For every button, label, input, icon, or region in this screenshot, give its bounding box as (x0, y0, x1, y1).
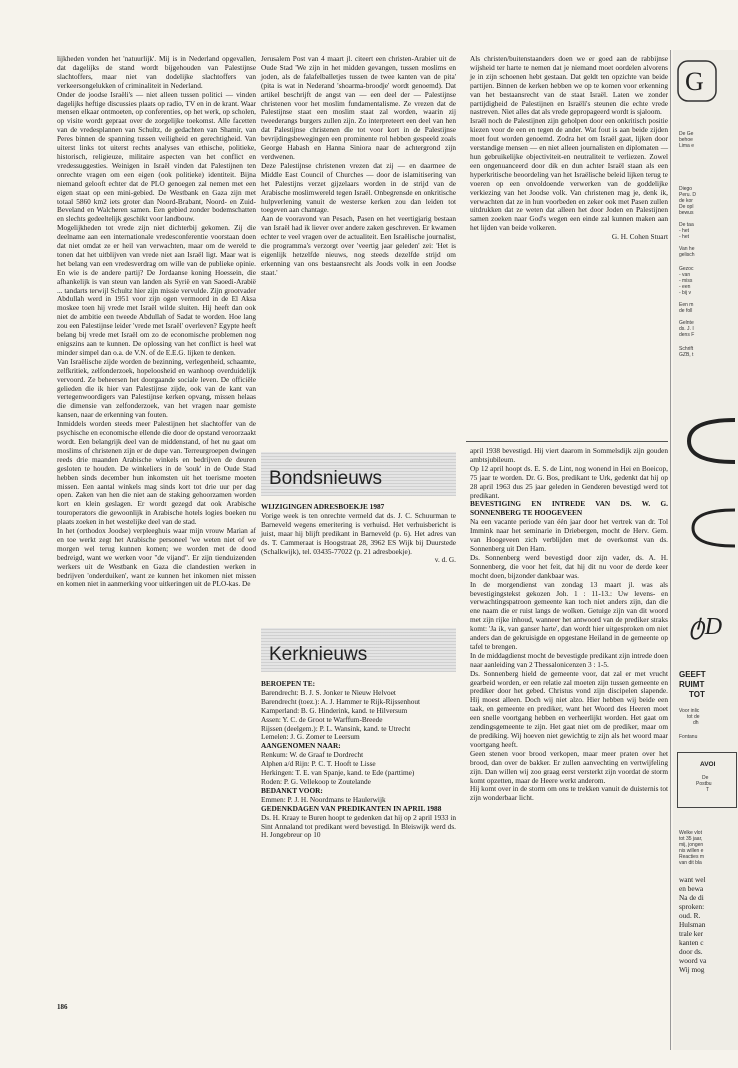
snippet: Schrift (679, 346, 694, 352)
list-item: Herkingen: T. E. van Spanje, kand. te Ede (parttime) (261, 768, 415, 778)
snippet: - het (679, 228, 690, 234)
snippet: de kor (679, 198, 693, 204)
paragraph: Mogelijkheden tot vrede zijn niet dichterbij gekomen. Zij die deelname aan een internationale vredesconferentie voorstaan doen dat niet omdat ze er heil van verwachten, maar om de wereld te tonen dat het uitblijven van vrede niet aan Israël ligt. Maar wat is het belang van een vredesverdrag om wille van de publieke opinie. En wie is de andere partij? De Jordaanse koning Hoessein, die afhankelijk is van steun van landen als Syrië en van Saoedi-Arabië ... tandarts terwijl Schultz hier zijn missie vervulde. Zijn grootvader Abdullah werd in 1951 voor zijn ogen vermoord in de El Aksa moskee toen hij vrede met Israël wilde sluiten. Hij heeft dan ook niet de ambitie een tweede Abdullah of Sadat te worden. Hoe lang zou een Palestijnse leider 'vrede met Israël' overleven? Egypte heeft belang bij vrede met Israël om zo de economische problemen nog enigszins aan te kunnen. De oplossing van het conflict is heel wat minder simpel dan o.a. de V.N. of de E.E.G. lijken te denken. (57, 223, 256, 357)
bondsnieuws-section (261, 503, 456, 565)
section-heading: BEDANKT VOOR: (261, 785, 323, 795)
paragraph: Van Israëlische zijde worden de bezinning, verlegenheid, schaamte, zelfkritiek, zelfonderzoek, hopeloosheid en wanhoop overduidelijk vervoord. Ze beheersen het doorgaande sociale leven. De officiële gelieden die ik hier van Palestijnse zijde, ook van de kant van vertegenwoordigers van Palestijnse kerken opvang, missen helaas die dimensie van zelfonderzoek, van het vragen naar gemiste kansen, naar de erkenning van fouten. (57, 356, 256, 420)
paragraph: Aan de vooravond van Pesach, Pasen en het veertigjarig bestaan van Israël had ik liever over andere zaken geschreven. Er kwamen echter te veel vragen over de actualiteit. Een Israëlische journalist, die programma's verzorgt over 'veertig jaar geleden' zei: 'Het is eigenlijk hetzelfde nieuws, nog steeds dezelfde strijd om erkenning van ons bestaansrecht als Joods volk in een Joodse staat.' (261, 214, 456, 277)
section-heading: GEDENKDAGEN VAN PREDIKANTEN IN APRIL 1988 (261, 803, 442, 813)
snippet: tot de (687, 714, 700, 720)
snippet: Van he (679, 246, 695, 252)
column-right (470, 55, 668, 242)
snippet: oud. R. (679, 911, 701, 920)
snippet: bewus (679, 210, 694, 216)
ad-heading: GEEFT (679, 670, 706, 679)
snippet: - bij v (679, 290, 691, 296)
snippet: woord va (679, 956, 707, 965)
logo-shape-icon (675, 416, 735, 466)
paragraph: april 1938 bevestigd. Hij viert daarom in Sommelsdijk zijn gouden ambtsjubileum. (470, 446, 668, 464)
kerknieuws-title: Kerknieuws (269, 644, 368, 665)
paragraph: Ds. H. Kraay te Buren hoopt te gedenken dat hij op 2 april 1933 in Sint Annaland tot predikant werd bevestigd. In Bleiswijk werd ds. H. Jongebreur op 10 (261, 812, 456, 840)
snippet: Wij mog (679, 965, 705, 974)
snippet: De Ge (679, 131, 694, 137)
paragraph: Hij komt over in de storm om ons te trekken vanuit de duisternis tot zijn wonderbaar licht. (470, 784, 668, 803)
snippet: T (706, 787, 710, 793)
snippet: - een (679, 284, 691, 290)
ad-heading: TOT (689, 690, 705, 699)
ad-heading: RUIMT (679, 680, 705, 689)
paragraph: Deze Palestijnse christenen vrezen dat zij — en daarmee de Middle East Council of Churches — door de islamitisering van het Palestijns verzet gijzelaars worden in de strijd van de Arabische moslimwereld tegen Israël. Onbegrensde en onkritische hulpverlening vanuit de westerse kerken zou dan leiden tot toegeven aan chantage. (261, 160, 456, 215)
snippet: en bewa (679, 884, 704, 893)
column-middle (261, 55, 456, 278)
bondsnieuws-title: Bondsnieuws (269, 468, 383, 489)
snippet: van dit bla (679, 860, 702, 866)
logo-shape-icon (675, 508, 735, 548)
section-divider (466, 441, 668, 442)
list-item: Alphen a/d Rijn: P. C. T. Hooft te Lisse (261, 759, 376, 769)
snippet: Reacties m (679, 854, 705, 860)
snippet: Fontanu (679, 734, 698, 740)
paragraph: Vorige week is ten onrechte vermeld dat ds. J. C. Schuurman te Barneveld wegens emeritering is verhuisd. Het verhuisbericht is juist, maar hij blijft predikant in Barneveld (p. 6). Het adres van ds. T. Cammeraat is Hoogstraat 28, 3962 ES Wijk bij Duurstede (Schalkwijk), tel. 03435-77022 (p. 21 adresboekje). (261, 510, 456, 556)
list-item: Barendrecht: B. J. S. Jonker te Nieuw Helvoet (261, 687, 396, 697)
snippet: door ds. (679, 947, 703, 956)
snippet: want wel (679, 875, 706, 884)
snippet: Een m (679, 302, 694, 308)
list-item: Assen: Y. C. de Groot te Warffum-Breede (261, 714, 383, 724)
list-item: Emmen: P. J. H. Noordmans te Haulerwijk (261, 794, 386, 804)
paragraph: Op 12 april hoopt ds. E. S. de Lint, nog wonend in Hei en Boeicop, 75 jaar te worden. Dr. G. Bos, predikant te Urk, gedenkt dat hij op 28 april 1963 dus 25 jaar geleden in Genderen bevestigd werd tot predikant. (470, 463, 668, 500)
snippet: Postbu (696, 781, 712, 787)
snippet: - miss (679, 278, 693, 284)
paragraph: Jerusalem Post van 4 maart jl. citeert een christen-Arabier uit de Oude Stad 'We zijn in het midden gevangen, tussen moslims en joden, als de falafelballetjes tussen de twee kanten van de pita' (pita is wat in Nederand 'shoarma-broodje' wordt genoemd). Dat artikel beschrijft de angst van — een deel der — Palestijnse christenen voor het moslim fundamentalisme. Ze vrezen dat de Palestijnse staat een moslim staat zal worden, waarin zij tweederangs burgers zullen zijn. Zo interpreteert een deel van hen dat Palestijnse christenen die tot voor kort in de Palestijnse bevrijdingsbewegingen een prominente rol hebben gespeeld zoals George Habash en Hanna Siniora naar de achtergrond zijn verdwenen. (261, 54, 456, 161)
list-item: Rijssen (deelgem.): P. L. Wansink, kand. te Utrecht (261, 723, 411, 733)
snippet: De taa (679, 222, 694, 228)
snippet: gelisch (679, 252, 695, 258)
snippet: - het (679, 234, 690, 240)
snippet: Diego (679, 186, 693, 192)
paragraph: lijkheden vonden het 'natuurlijk'. Mij is in Nederland opgevallen, dat dagelijks de stand wordt bijgehouden van Palestijnse slachtoffers, maar niet van dodelijke slachtoffers van verkeersongelukken of criminaliteit in Nederland. (57, 54, 256, 90)
snippet: ds. J. I (679, 326, 694, 332)
snippet: mij, jongen (679, 842, 704, 848)
paragraph: Na een vacante periode van één jaar door het vertrek van dr. Tol Immink naar het seminarie in Driebergen, mocht de Herv. Gem. van Hoogeveen zich verblijden met de overkomst van ds. Sonnenberg uit Den Ham. (470, 517, 668, 553)
paragraph: Inmiddels worden steeds meer Palestijnen het slachtoffer van de psychische en economische ellende die door de opstand veroorzaakt wordt. Een belangrijk deel van de middenstand, of het nu gaat om moslims of christenen zijn er de dupe van. Terreurgroepen dwingen reeds drie maanden Arabische winkels en bedrijven de deuren gesloten te houden. De winkeliers in de 'souk' in de Oude Stad hebben sinds december hun inkomsten uit het toerisme moeten missen. Een aantal winkels mag sinds kort tot drie uur per dag open. Zaken van hen die niet aan de staking gehoorzamen worden kort en klein geslagen. Er wordt gezegd dat ook Arabische touroperators die gewoonlijk in Arabische hotels logies boeken nu plaats zoeken in het westelijke deel van de stad. (57, 419, 256, 527)
svg-text:ტD: ტD (689, 614, 723, 640)
snippet: Peru. D (679, 192, 696, 198)
logo-d-icon (687, 610, 727, 640)
snippet: Voor inlic (679, 708, 700, 714)
paragraph: Geen stenen voor brood verkopen, maar meer praten over het brood, dan over de bakker. Er zullen aanvechting en vertwijfeling zijn. Dan willen wij zoo graag eerst versterkt zijn voordat de storm komt opzetten, maar de Heere werkt anderom. (470, 748, 668, 785)
ad-heading: AVOI (700, 761, 716, 768)
paragraph: In de middagdienst mocht de bevestigde predikant zijn intrede doen naar aanleiding van 2 Thessalonicenzen 3 : 1-5. (470, 650, 668, 669)
snippet: nis willen e (679, 848, 704, 854)
list-item: Kamperland: B. G. Hinderink, kand. te Hilversum (261, 705, 408, 715)
list-item: Barendrecht (toez.): A. J. Hammer te Rijk-Rijssenhout (261, 696, 421, 706)
section-heading: BEROEPEN TE: (261, 679, 315, 688)
list-item: Renkum: W. de Graaf te Dordrecht (261, 750, 364, 760)
snippet: sproken: (679, 902, 705, 911)
snippet: De opl (679, 204, 694, 210)
section-heading: WIJZIGINGEN ADRESBOEKJE 1987 (261, 502, 385, 511)
paragraph: In de morgendienst van zondag 13 maart jl. was als bevestigingstekst gekozen Joh. 1 : 11-13.: Uw levens- en verwachtingspatroon gemeente kan toch niet anders zijn, dan die ene naam die er ruist langs de wolken. Getuige zijn van dit woord met zijn rijke inhoud, wanneer het antwoord van de prediker straks komt: 'Ja ik, van ganser harte', dan wordt hier uitgesproken om niet anders dan de gekruisigde en opgestane Heiland in de gemeente op tafel te brengen. (470, 579, 668, 651)
page-number: 186 (57, 1003, 68, 1011)
section-signature: v. d. G. (434, 555, 456, 565)
kerknieuws-section (261, 680, 456, 840)
snippet: Welke vlot (679, 830, 702, 836)
kerknieuws-banner (261, 628, 456, 672)
bondsnieuws-banner (261, 452, 456, 496)
paragraph: In het (orthodox Joodse) verpleeghuis waar mijn vrouw Marian af en toe werkt zegt het Arabische personeel 'we weten niet of we morgen wel terug kunnen komen; we worden met de dood bedreigd, want we werken voor "de vijand". Er zijn tienduizenden werkers uit de Westbank en Gaza die clandestien werken in bedrijven 'onderduiken', want ze kunnen het inkomen niet missen en komen niet in aanmerking voor uitkeringen uit de PLO-kas. De (57, 526, 256, 589)
list-item: Lemelen: J. G. Zomer te Leersum (261, 732, 360, 742)
column-left (57, 55, 256, 589)
snippet: Lima e (679, 143, 695, 149)
column-right-lower (470, 447, 668, 803)
snippet: Gelnte (679, 320, 694, 326)
page-gutter (670, 50, 671, 1050)
snippet: kanten c (679, 938, 704, 947)
snippet: dh (693, 720, 699, 726)
paragraph: Ds. Sonnenberg werd bevestigd door zijn vader, ds. A. H. Sonnenberg, die voor het feit, dat hij dit nu voor de derde keer mocht doen, bijzonder dankbaar was. (470, 552, 668, 580)
snippet: - van (679, 272, 691, 278)
logo-circle-icon (677, 60, 717, 102)
paragraph: Israël noch de Palestijnen zijn geholpen door een onkritisch positie kiezen voor de een en tegen de ander. Wat fout is aan beide zijden moet fout worden genoemd. Zodra het om Israël gaat, lijken door verstandige mensen — en niet alleen journalisten en diplomaten — hun gebruikelijke objectiviteit-en neutraliteit te verliezen. Zowel een ongenuanceerd door dik en dun achter Israël staan als een hyperkritische beoordeling van het Israëlische beleid lijken terug te voeren op een onvoldoende verwerken van de goddelijke verkiezing van het Joodse volk. Van christenen mag je, denk ik, verwachten dat ze in hun voorbeden en zeker ook met Pasen zullen uitdrukken dat ze weten dat alleen het door Joden en Palestijnen samen zoeken naar God's wegen een einde zal kunnen maken aan het lijden van beide volkeren. (470, 116, 668, 233)
snippet: tot 35 jaar, (679, 836, 703, 842)
paragraph: Als christen/buitenstaanders doen we er goed aan de rabbijnse wijsheid ter harte te nemen dat je niemand moet oordelen alvorens je in zijn schoenen hebt gestaan. Dat geldt ten opzichte van beide partijen. Binnen de kerken hebben we op te komen voor erkenning van het bestaansrecht van de staat Israël. Laten we zonder partijdigheid de Palestijnen en Israëli's steunen die echte vrede nastreven. Niet alles dat als vrede gepropageerd wordt is sjaloom. (470, 54, 668, 117)
author-signature: G. H. Cohen Stuart (611, 232, 668, 242)
neighbor-page-strip (673, 50, 738, 1050)
snippet: Hulsman (679, 920, 706, 929)
snippet: Gezoc (679, 266, 694, 272)
snippet: trale ker (679, 929, 704, 938)
section-heading: AANGENOMEN NAAR: (261, 741, 341, 751)
snippet: Na de di (679, 893, 704, 902)
paragraph: Ds. Sonnenberg hield de gemeente voor, dat zal er met vrucht gearbeid worden, er een relatie zal moeten zijn tussen gemeente en prediker door het gebed. Christus vond zijn discipelen slapende. Hij moest alleen. Doch wij niet alzo. Hier hebben wij beide een taak, en gemeente en prediker, want het Woord des Heeren moet een snelle voortgang hebben en verheerlijkt worden. Het gaat om zendingsgemeente te zijn. Het gaat niet om de prediker, maar om de prediking. Wij hoeven niet gewichtig te zijn als het woord maar voortgang heeft. (470, 668, 668, 749)
snippet: De (702, 775, 709, 781)
snippet: de foll (679, 308, 693, 314)
snippet: behoe (679, 137, 693, 143)
list-item: Roden: P. G. Vellekoop te Zoutelande (261, 776, 371, 786)
ad-box (677, 752, 737, 808)
section-heading: BEVESTIGING EN INTREDE VAN DS. W. G. SONNENBERG TE HOOGEVEEN (470, 499, 668, 518)
svg-text:G: G (685, 67, 704, 96)
paragraph: Onder de joodse Israëli's — niet alleen tussen politici — vinden dagelijks heftige discussies plaats op radio, TV en in de krant. Waar mensen elkaar ontmoeten, op conferenties, op het werk, op scholen, op visite wordt gepraat over de zorgelijke toekomst. Alle facetten van de vredesplannen van Schultz, de gedachten van Shamir, van Peres binnen de spanning tussen veiligheid en gerechtigheid. Van uiterst links tot uiterst rechts analyses van ethische, politieke, historisch, religieuze, militaire aspecten van het conflict en vredessuggesties. Weinigen in Israël vinden dat Palestijnen ten onrechte vragen om een eigen (ook politieke) identiteit. Bijna niemand gelooft echter dat de PLO genoegen zal nemen met een eigen staat op een mini-gebied. De Westbank en Gaza zijn met totaal 5860 km2 iets groter dan Noord-Brabant, Noord- en Zuid-Beveland en Walcheren samen. Een gebied zonder bodemschatten en slechts gedeeltelijk geschikt voor landbouw. (57, 89, 256, 224)
snippet: dens F (679, 332, 695, 338)
snippet: GZB, t (679, 352, 694, 358)
